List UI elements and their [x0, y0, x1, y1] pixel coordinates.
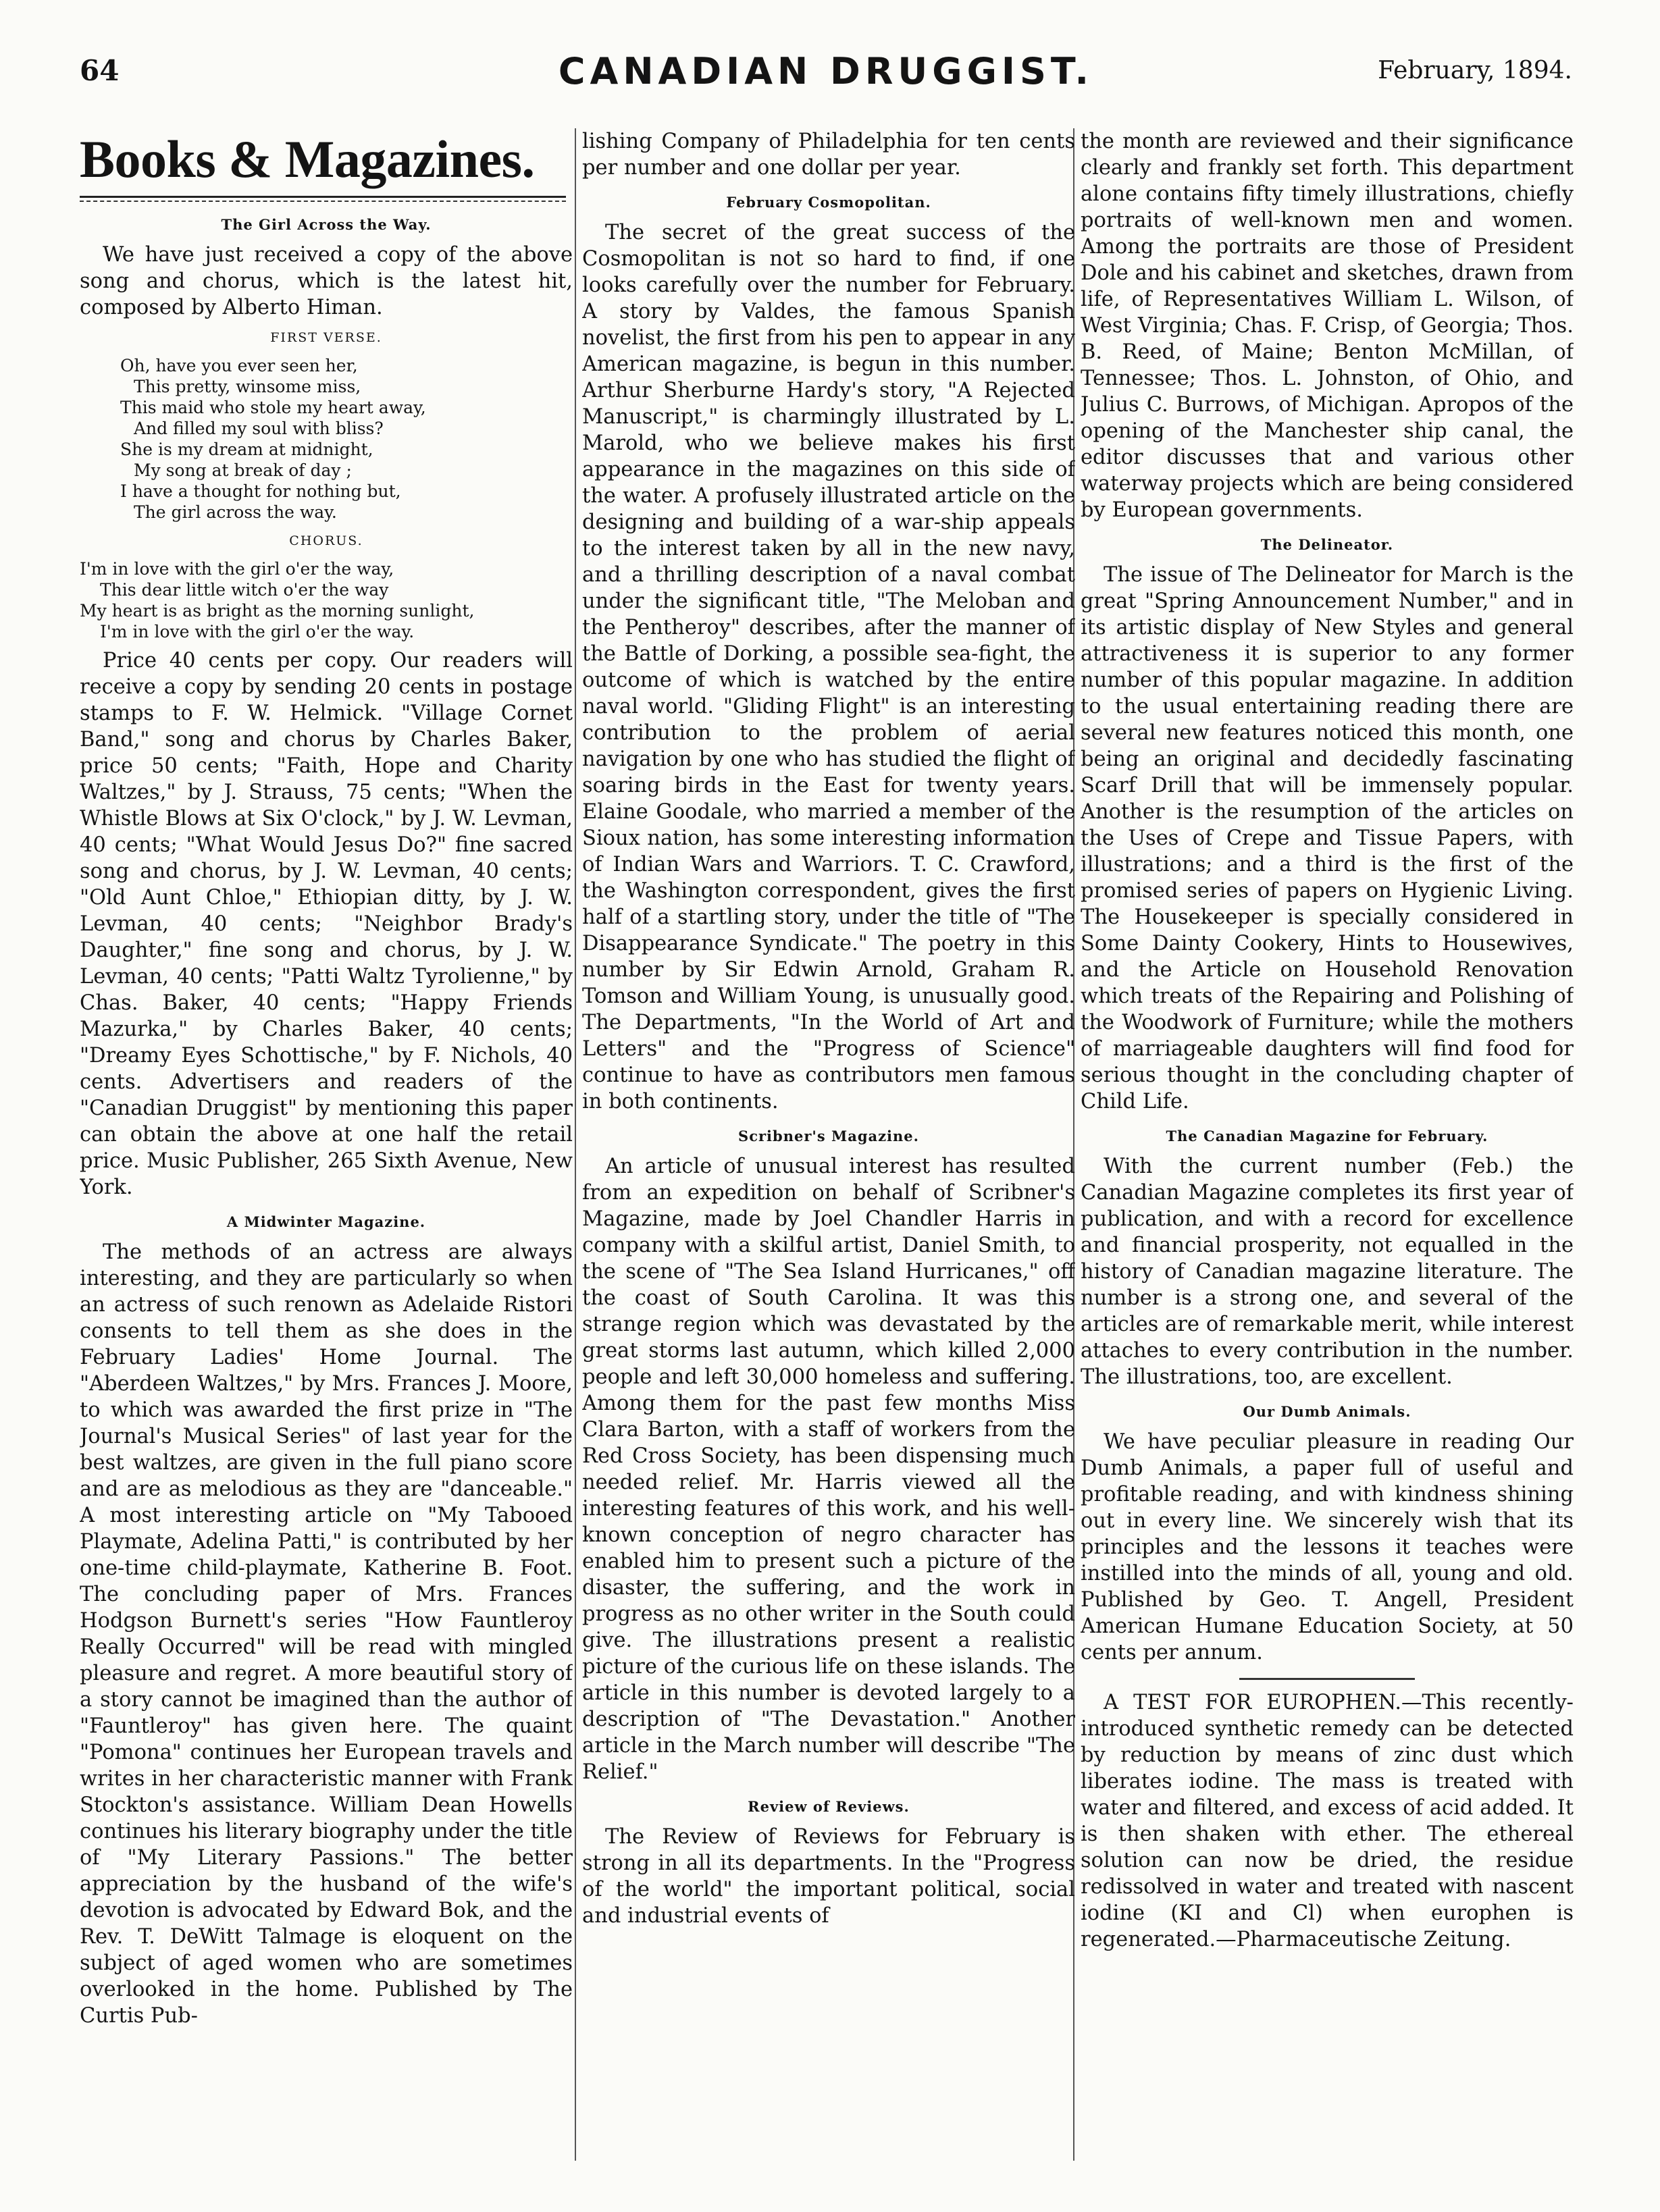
article-paragraph: the month are reviewed and their significance clearly and frankly set forth. This department alone contains fifty timely illustrations, chiefly portraits of well-known men and women. Among the portraits are those of President Dole and his cabinet and sketches, drawn from life, of Representatives William L. Wilson, of West Virginia; Chas. F. Crisp, of Georgia; Thos. B. Reed, of Maine; Benton McMillan, of Tennessee; Thos. L. Johnston, of Ohio, and Julius C. Burrows, of Michigan. Apropos of the opening of the Manchester ship canal, the editor discusses that and various other waterway projects which are being considered by European governments.	[1081, 130, 1574, 522]
article-paragraph: A TEST FOR EUROPHEN.—This recently-introduced synthetic remedy can be detected by reduction by means of zinc dust which liberates iodine. The mass is treated with water and filtered, and excess of acid added. It is then shaken with ether. The ethereal solution can now be dried, the residue redissolved in water and treated with nascent iodine (KI and Cl) when europhen is regenerated.—Pharmaceutische Zeitung.	[1081, 1691, 1574, 1951]
chorus-block	[80, 558, 573, 642]
column-3	[1081, 128, 1574, 2174]
article-paragraph: Price 40 cents per copy. Our readers will receive a copy by sending 20 cents in postage stamps to F. W. Helmick. "Village Cornet Band," song and chorus by Charles Baker, price 50 cents; "Faith, Hope and Charity Waltzes," by J. Strauss, 75 cents; "When the Whistle Blows at Six O'clock," by J. W. Levman, 40 cents; "What Would Jesus Do?" fine sacred song and chorus, by J. W. Levman, 40 cents; "Old Aunt Chloe," Ethiopian ditty, by J. W. Levman, 40 cents; "Neighbor Brady's Daughter," fine song and chorus, by J. W. Levman, 40 cents; "Patti Waltz Tyrolienne," by Chas. Baker, 40 cents; "Happy Friends Mazurka," by Charles Baker, 40 cents; "Dreamy Eyes Schottische," by F. Nichols, 40 cents. Advertisers and readers of the "Canadian Druggist" by mentioning this paper can obtain the above at one half the retail price. Music Publisher, 265 Sixth Avenue, New York.	[80, 649, 573, 1199]
article-paragraph: We have peculiar pleasure in reading Our Dumb Animals, a paper full of useful and profitable reading, and with kindness shining out in every line. We sincerely wish that its principles and the lessons it teaches were instilled into the minds of all, young and old. Published by Geo. T. Angell, President American Humane Education Society, at 50 cents per annum.	[1081, 1430, 1574, 1664]
verse-line: And filled my soul with bliss?	[134, 419, 384, 438]
article-heading: The Girl Across the Way.	[221, 216, 432, 233]
article-heading: Review of Reviews.	[748, 1798, 910, 1815]
verse-line: I have a thought for nothing but,	[120, 481, 401, 501]
chorus-label: CHORUS.	[289, 533, 363, 548]
article-heading: The Canadian Magazine for February.	[1166, 1128, 1488, 1144]
verse-line: My song at break of day ;	[134, 460, 352, 480]
chorus-line: This dear little witch o'er the way	[100, 580, 389, 600]
chorus-line: I'm in love with the girl o'er the way,	[80, 559, 394, 579]
column-1	[80, 128, 573, 2174]
article-heading: February Cosmopolitan.	[726, 194, 931, 211]
article-heading: The Delineator.	[1260, 536, 1394, 553]
section-separator	[1239, 1678, 1415, 1680]
verse-line: Oh, have you ever seen her,	[120, 356, 358, 375]
chorus-line: I'm in love with the girl o'er the way.	[100, 622, 415, 641]
journal-title: CANADIAN DRUGGIST.	[558, 50, 1094, 93]
issue-date: February, 1894.	[1378, 57, 1572, 84]
verse-label: FIRST VERSE.	[270, 330, 382, 345]
article-paragraph: The secret of the great success of the Cosmopolitan is not so hard to find, if one looks carefully over the number for February. A story by Valdes, the famous Spanish novelist, the first from his pen to appear in any American magazine, is begun in this number. Arthur Sherburne Hardy's story, "A Rejected Manuscript," is charmingly illustrated by L. Marold, who we believe makes his first appearance in the magazines on this side of the water. A profusely illustrated article on the designing and building of a war-ship appeals to the interest taken by all in the new navy, and a thrilling description of a naval combat under the significant title, "The Meloban and the Pentheroy" describes, after the manner of the Battle of Dorking, a possible sea-fight, the outcome of which is watched by the entire naval world. "Gliding Flight" is an interesting contribution to the problem of aerial navigation by one who has studied the flight of soaring birds in the East for twenty years. Elaine Goodale, who married a member of the Sioux nation, has some interesting information of Indian Wars and Warriors. T. C. Crawford, the Washington correspondent, gives the first half of a startling story, under the title of "The Disappearance Syndicate." The poetry in this number by Sir Edwin Arnold, Graham R. Tomson and William Young, is unusually good. The Departments, "In the World of Art and Letters" and the "Progress of Science" continue to have as contributors men famous in both continents.	[582, 221, 1075, 1113]
verse-line: This maid who stole my heart away,	[120, 398, 426, 417]
page-header	[80, 49, 1572, 103]
article-heading: Our Dumb Animals.	[1243, 1403, 1411, 1420]
column-2	[582, 128, 1075, 2174]
chorus-line: My heart is as bright as the morning sunlight,	[80, 601, 475, 621]
verse-line: This pretty, winsome miss,	[134, 377, 361, 396]
article-paragraph: An article of unusual interest has resulted from an expedition on behalf of Scribner's Magazine, made by Joel Chandler Harris in company with a skilful artist, Daniel Smith, to the scene of "The Sea Island Hurricanes," off the coast of South Carolina. It was this strange region which was devastated by the great storms last autumn, which killed 2,000 people and left 30,000 homeless and suffering. Among them for the past few months Miss Clara Barton, with a staff of workers from the Red Cross Society, has been dispensing much needed relief. Mr. Harris viewed all the interesting features of this work, and his well-known conception of negro character has enabled him to present such a picture of the disaster, the suffering, and the work in progress as no other writer in the South could give. The illustrations present a realistic picture of the curious life on these islands. The article in this number is devoted largely to a description of "The Devastation." Another article in the March number will describe "The Relief."	[582, 1155, 1075, 1784]
article-paragraph: With the current number (Feb.) the Canadian Magazine completes its first year of publication, and with a record for excellence and financial prosperity, not equalled in the history of Canadian magazine literature. The number is a strong one, and several of the articles are of remarkable merit, while interest attaches to every contribution in the number. The illustrations, too, are excellent.	[1081, 1155, 1574, 1389]
verse-line: She is my dream at midnight,	[120, 440, 373, 459]
article-paragraph: The Review of Reviews for February is strong in all its departments. In the "Progress of the world" the important political, social and industrial events of	[582, 1825, 1075, 1928]
article-paragraph: lishing Company of Philadelphia for ten cents per number and one dollar per year.	[582, 130, 1075, 180]
column-rule	[575, 128, 576, 2161]
page-number: 64	[80, 54, 120, 87]
article-heading: Scribner's Magazine.	[738, 1128, 919, 1144]
verse-line: The girl across the way.	[134, 502, 337, 522]
article-paragraph: We have just received a copy of the above song and chorus, which is the latest hit, composed by Alberto Himan.	[80, 243, 573, 319]
article-paragraph: The methods of an actress are always interesting, and they are particularly so when an actress of such renown as Adelaide Ristori consents to tell them as she does in the February Ladies' Home Journal. The "Aberdeen Waltzes," by Mrs. Frances J. Moore, to which was awarded the first prize in "The Journal's Musical Series" of last year for the best waltzes, are given in the full piano score and are as melodious as they are "danceable." A most interesting article on "My Tabooed Playmate, Adelina Patti," is contributed by her one-time child-playmate, Katherine B. Foot. The concluding paper of Mrs. Frances Hodgson Burnett's series "How Fauntleroy Really Occurred" will be read with mingled pleasure and regret. A more beautiful story of a story cannot be imagined than the author of "Fauntleroy" has given here. The quaint "Pomona" continues her European travels and writes in her characteristic manner with Frank Stockton's assistance. William Dean Howells continues his literary biography under the title of "My Literary Passions." The better appreciation by the husband of the wife's devotion is advocated by Edward Bok, and the Rev. T. DeWitt Talmage is eloquent on the subject of aged women who are sometimes overlooked in the home. Published by The Curtis Pub-	[80, 1240, 573, 2028]
title-rule	[80, 196, 566, 202]
section-title: Books & Magazines.	[80, 130, 535, 188]
article-paragraph: The issue of The Delineator for March is the great "Spring Announcement Number," and in its artistic display of New Styles and general attractiveness it is superior to any former number of this popular magazine. In addition to the usual entertaining reading there are several new features noticed this month, one being an original and decidedly fascinating Scarf Drill that will be immensely popular. Another is the resumption of the articles on the Uses of Crepe and Tissue Papers, with illustrations; and a third is the first of the promised series of papers on Hygienic Living. The Housekeeper is specially considered in Some Dainty Cookery, Hints to Housewives, and the Article on Household Renovation which treats of the Repairing and Polishing of the Woodwork of Furniture; while the mothers of marriageable daughters will find food for serious thought in the concluding chapter of Child Life.	[1081, 563, 1574, 1113]
article-heading: A Midwinter Magazine.	[226, 1213, 426, 1230]
verse-block	[80, 355, 573, 523]
